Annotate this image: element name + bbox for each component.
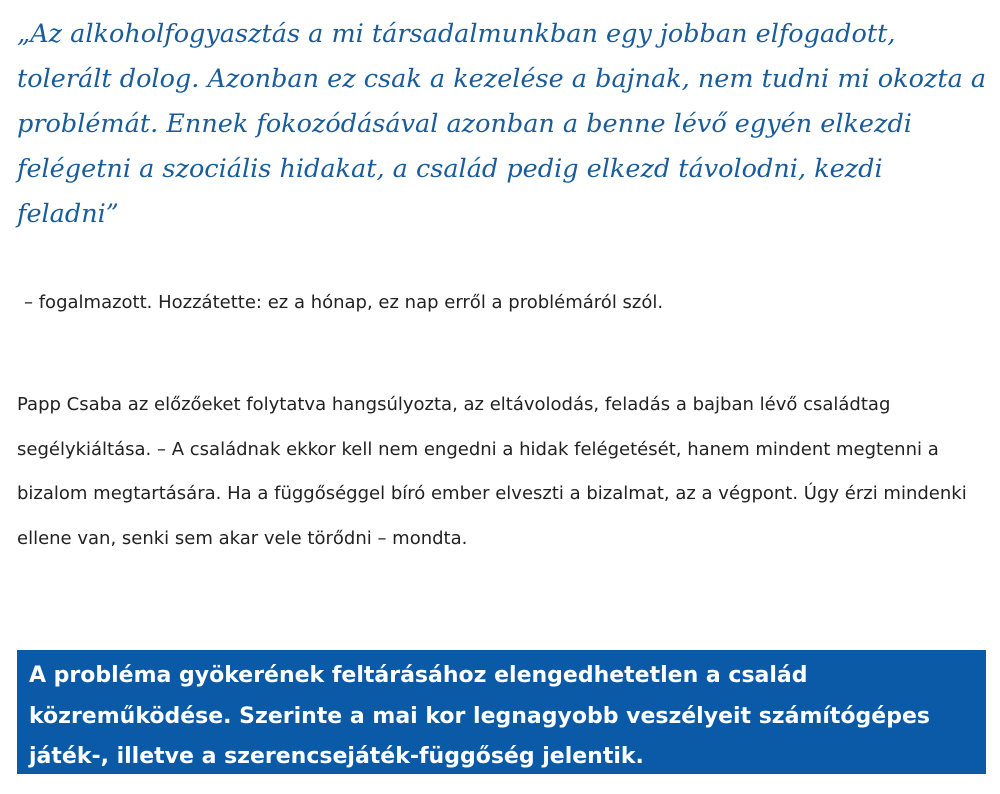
highlight-box: [17, 650, 986, 774]
highlight-text: A probléma gyökerének feltárásához elengedhetetlen a család közreműködése. Szerinte a mai kor legnagyobb veszélyeit számítógépes játék-, illetve a szerencsejáték-függőség jelentik.: [29, 663, 930, 769]
quote-attribution: – fogalmazott. Hozzátette: ez a hónap, ez nap erről a problémáról szól.: [24, 292, 664, 313]
pull-quote: „Az alkoholfogyasztás a mi társadalmunkban egy jobban elfogadott, tolerált dolog. Azonban ez csak a kezelése a bajnak, nem tudni mi okozta a problémát. Ennek fokozódásával azonban a benne lévő egyén elkezdi felégetni a szociális hidakat, a család pedig elkezd távolodni, kezdi feladni”: [17, 19, 987, 229]
body-paragraph: Papp Csaba az előzőeket folytatva hangsúlyozta, az eltávolodás, feladás a bajban lévő családtag segélykiáltása. – A családnak ekkor kell nem engedni a hidak felégetését, hanem mindent megtenni a bizalom megtartására. Ha a függőséggel bíró ember elveszti a bizalmat, az a végpont. Úgy érzi mindenki ellene van, senki sem akar vele törődni – mondta.: [17, 394, 967, 549]
